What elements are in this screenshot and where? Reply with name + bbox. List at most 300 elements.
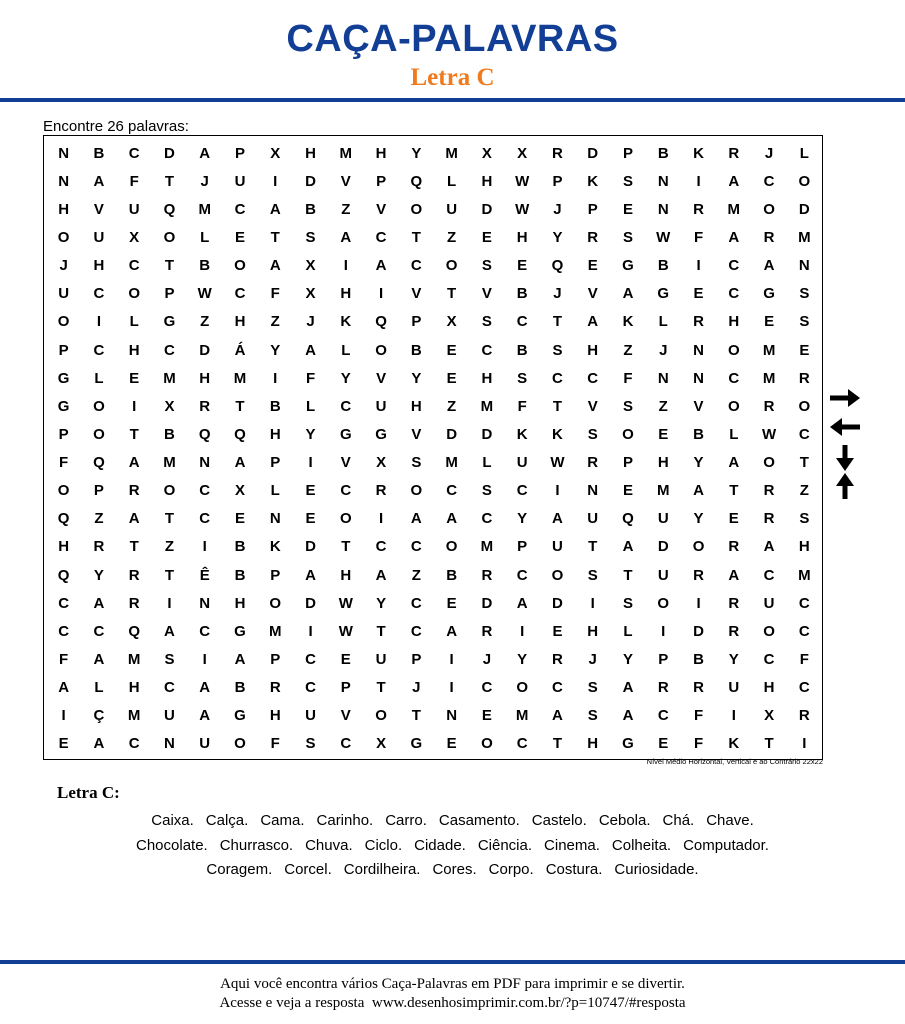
grid-letter[interactable]: Q (622, 510, 634, 528)
grid-letter[interactable]: Z (200, 313, 210, 331)
grid-letter[interactable]: H (763, 679, 775, 697)
grid-letter[interactable]: R (552, 651, 563, 669)
grid-letter[interactable]: B (516, 341, 528, 359)
grid-letter[interactable]: J (306, 313, 315, 331)
grid-letter[interactable]: M (762, 341, 776, 359)
grid-letter[interactable]: P (340, 679, 351, 697)
grid-letter[interactable]: M (480, 397, 494, 415)
grid-letter[interactable]: E (622, 200, 633, 218)
grid-letter[interactable]: O (128, 285, 140, 303)
grid-letter[interactable]: A (164, 622, 175, 640)
grid-letter[interactable]: M (163, 454, 176, 472)
grid-letter[interactable]: Z (447, 397, 457, 415)
grid-letter[interactable]: S (799, 285, 810, 303)
grid-letter[interactable]: S (799, 313, 810, 331)
grid-letter[interactable]: P (234, 144, 245, 162)
grid-letter[interactable]: L (658, 313, 668, 331)
grid-letter[interactable]: O (692, 538, 705, 556)
grid-letter[interactable]: M (233, 369, 247, 387)
grid-letter[interactable]: Q (163, 200, 176, 218)
grid-letter[interactable]: M (515, 707, 529, 725)
grid-letter[interactable]: I (520, 622, 525, 640)
grid-letter[interactable]: H (798, 538, 810, 556)
grid-letter[interactable]: E (658, 735, 669, 753)
grid-letter[interactable]: G (410, 735, 423, 753)
grid-letter[interactable]: E (481, 707, 492, 725)
grid-letter[interactable]: C (199, 622, 211, 640)
grid-letter[interactable]: T (164, 510, 175, 528)
grid-letter[interactable]: R (763, 510, 775, 528)
grid-letter[interactable]: Z (164, 538, 175, 556)
grid-letter[interactable]: E (658, 425, 669, 443)
grid-letter[interactable]: B (234, 679, 246, 697)
grid-letter[interactable]: C (728, 257, 740, 275)
grid-letter[interactable]: O (763, 622, 775, 640)
grid-letter[interactable]: V (481, 285, 492, 303)
grid-letter[interactable]: T (411, 707, 421, 725)
grid-letter[interactable]: F (129, 172, 139, 190)
grid-letter[interactable]: C (763, 566, 775, 584)
grid-letter[interactable]: N (199, 594, 211, 612)
grid-letter[interactable]: C (128, 735, 140, 753)
grid-letter[interactable]: L (799, 144, 809, 162)
grid-letter[interactable]: I (449, 679, 454, 697)
grid-letter[interactable]: E (305, 510, 316, 528)
grid-letter[interactable]: C (128, 257, 140, 275)
grid-letter[interactable]: E (234, 228, 245, 246)
grid-letter[interactable]: J (764, 144, 774, 162)
grid-letter[interactable]: F (799, 651, 809, 669)
grid-letter[interactable]: R (693, 566, 704, 584)
grid-letter[interactable]: O (516, 679, 528, 697)
grid-letter[interactable]: C (587, 369, 599, 387)
grid-letter[interactable]: F (59, 454, 69, 472)
grid-letter[interactable]: A (587, 313, 599, 331)
grid-letter[interactable]: B (410, 341, 422, 359)
grid-letter[interactable]: O (445, 538, 458, 556)
grid-letter[interactable]: K (269, 538, 281, 556)
grid-letter[interactable]: L (94, 369, 104, 387)
grid-letter[interactable]: C (728, 369, 740, 387)
grid-letter[interactable]: W (515, 172, 530, 190)
grid-letter[interactable]: P (270, 566, 281, 584)
grid-letter[interactable]: U (587, 510, 599, 528)
grid-letter[interactable]: N (657, 369, 669, 387)
grid-letter[interactable]: T (129, 538, 139, 556)
grid-letter[interactable]: B (305, 200, 316, 218)
grid-letter[interactable]: U (199, 735, 211, 753)
grid-letter[interactable]: O (163, 228, 176, 246)
grid-letter[interactable]: E (305, 482, 316, 500)
grid-letter[interactable]: I (696, 257, 701, 275)
grid-letter[interactable]: H (93, 257, 105, 275)
grid-letter[interactable]: R (728, 538, 740, 556)
grid-letter[interactable]: G (234, 707, 246, 725)
grid-letter[interactable]: I (167, 594, 172, 612)
grid-letter[interactable]: K (516, 425, 528, 443)
grid-letter[interactable]: R (587, 454, 599, 472)
grid-letter[interactable]: F (623, 369, 633, 387)
grid-letter[interactable]: A (552, 707, 563, 725)
grid-letter[interactable]: I (590, 594, 595, 612)
grid-letter[interactable]: U (58, 285, 70, 303)
grid-letter[interactable]: O (445, 257, 458, 275)
grid-letter[interactable]: Z (94, 510, 104, 528)
grid-letter[interactable]: A (234, 454, 246, 472)
grid-letter[interactable]: C (728, 285, 740, 303)
grid-letter[interactable]: C (305, 651, 316, 669)
grid-letter[interactable]: R (728, 594, 740, 612)
grid-letter[interactable]: M (198, 200, 211, 218)
grid-letter[interactable]: Y (552, 228, 563, 246)
grid-letter[interactable]: T (164, 257, 175, 275)
grid-letter[interactable]: L (341, 341, 351, 359)
grid-letter[interactable]: L (623, 622, 633, 640)
grid-letter[interactable]: H (199, 369, 211, 387)
grid-letter[interactable]: G (234, 622, 246, 640)
grid-letter[interactable]: A (93, 594, 105, 612)
grid-letter[interactable]: U (552, 538, 563, 556)
grid-letter[interactable]: A (128, 454, 140, 472)
grid-letter[interactable]: O (163, 482, 176, 500)
grid-letter[interactable]: S (622, 172, 633, 190)
grid-letter[interactable]: S (587, 707, 598, 725)
grid-letter[interactable]: Z (270, 313, 280, 331)
grid-letter[interactable]: O (375, 341, 387, 359)
grid-letter[interactable]: T (729, 482, 739, 500)
grid-letter[interactable]: M (798, 228, 811, 246)
grid-letter[interactable]: A (410, 510, 422, 528)
grid-letter[interactable]: M (727, 200, 741, 218)
grid-letter[interactable]: Y (728, 651, 739, 669)
grid-letter[interactable]: O (410, 482, 423, 500)
grid-letter[interactable]: I (343, 257, 348, 275)
grid-letter[interactable]: A (728, 566, 740, 584)
grid-letter[interactable]: N (446, 707, 458, 725)
grid-letter[interactable]: U (516, 454, 528, 472)
grid-letter[interactable]: Z (623, 341, 633, 359)
grid-letter[interactable]: M (339, 144, 353, 162)
grid-letter[interactable]: C (516, 313, 528, 331)
grid-letter[interactable]: H (481, 172, 493, 190)
grid-letter[interactable]: I (696, 594, 701, 612)
grid-letter[interactable]: H (58, 200, 70, 218)
grid-letter[interactable]: O (375, 707, 387, 725)
grid-letter[interactable]: P (622, 454, 633, 472)
grid-letter[interactable]: G (622, 257, 634, 275)
grid-letter[interactable]: Y (411, 369, 422, 387)
grid-letter[interactable]: O (622, 425, 634, 443)
grid-letter[interactable]: B (657, 257, 669, 275)
grid-letter[interactable]: H (340, 285, 352, 303)
grid-letter[interactable]: P (587, 200, 598, 218)
grid-letter[interactable]: E (622, 482, 633, 500)
grid-letter[interactable]: C (340, 482, 352, 500)
grid-letter[interactable]: D (199, 341, 211, 359)
grid-letter[interactable]: R (128, 482, 140, 500)
grid-letter[interactable]: H (410, 397, 422, 415)
grid-letter[interactable]: O (410, 200, 423, 218)
grid-letter[interactable]: J (553, 200, 562, 218)
grid-letter[interactable]: S (305, 228, 316, 246)
grid-letter[interactable]: O (339, 510, 352, 528)
grid-letter[interactable]: T (376, 622, 386, 640)
grid-letter[interactable]: A (728, 228, 740, 246)
grid-letter[interactable]: C (234, 200, 246, 218)
grid-letter[interactable]: F (270, 735, 280, 753)
grid-letter[interactable]: U (446, 200, 458, 218)
grid-letter[interactable]: A (763, 538, 775, 556)
grid-letter[interactable]: G (657, 285, 670, 303)
grid-letter[interactable]: I (555, 482, 560, 500)
grid-letter[interactable]: I (308, 454, 313, 472)
grid-letter[interactable]: A (622, 707, 634, 725)
grid-letter[interactable]: I (96, 313, 101, 331)
grid-letter[interactable]: Q (234, 425, 246, 443)
grid-letter[interactable]: O (657, 594, 670, 612)
grid-letter[interactable]: C (199, 510, 211, 528)
grid-letter[interactable]: M (480, 538, 494, 556)
grid-letter[interactable]: H (305, 144, 316, 162)
grid-letter[interactable]: P (411, 313, 422, 331)
grid-letter[interactable]: V (693, 397, 704, 415)
grid-letter[interactable]: C (763, 651, 775, 669)
grid-letter[interactable]: L (129, 313, 139, 331)
grid-letter[interactable]: E (234, 510, 245, 528)
grid-letter[interactable]: Q (93, 454, 105, 472)
grid-letter[interactable]: D (587, 144, 599, 162)
grid-letter[interactable]: S (481, 482, 492, 500)
grid-letter[interactable]: O (798, 397, 811, 415)
grid-letter[interactable]: X (234, 482, 245, 500)
grid-letter[interactable]: U (375, 651, 387, 669)
grid-letter[interactable]: U (763, 594, 775, 612)
grid-letter[interactable]: P (58, 341, 69, 359)
grid-letter[interactable]: C (340, 397, 352, 415)
grid-letter[interactable]: C (410, 594, 422, 612)
grid-letter[interactable]: A (269, 200, 281, 218)
grid-letter[interactable]: U (375, 397, 387, 415)
grid-letter[interactable]: B (657, 144, 669, 162)
grid-letter[interactable]: A (128, 510, 140, 528)
grid-letter[interactable]: F (693, 735, 704, 753)
grid-letter[interactable]: C (516, 482, 528, 500)
grid-letter[interactable]: C (375, 228, 387, 246)
grid-letter[interactable]: A (693, 482, 704, 500)
grid-letter[interactable]: O (798, 172, 811, 190)
grid-letter[interactable]: X (270, 144, 281, 162)
grid-letter[interactable]: S (481, 257, 492, 275)
grid-letter[interactable]: K (587, 172, 599, 190)
grid-letter[interactable]: N (798, 257, 810, 275)
grid-letter[interactable]: W (550, 454, 565, 472)
grid-letter[interactable]: B (693, 651, 704, 669)
grid-letter[interactable]: Y (693, 454, 704, 472)
grid-letter[interactable]: U (164, 707, 175, 725)
grid-letter[interactable]: N (693, 341, 704, 359)
grid-letter[interactable]: C (552, 369, 563, 387)
grid-letter[interactable]: S (622, 594, 633, 612)
grid-letter[interactable]: R (798, 707, 810, 725)
grid-letter[interactable]: Z (658, 397, 668, 415)
grid-letter[interactable]: D (657, 538, 669, 556)
grid-letter[interactable]: I (202, 651, 207, 669)
grid-letter[interactable]: S (481, 313, 492, 331)
grid-letter[interactable]: T (552, 397, 563, 415)
grid-letter[interactable]: B (234, 538, 246, 556)
grid-letter[interactable]: S (622, 397, 633, 415)
grid-letter[interactable]: K (728, 735, 740, 753)
grid-letter[interactable]: I (273, 369, 278, 387)
grid-letter[interactable]: O (93, 397, 105, 415)
grid-letter[interactable]: Q (410, 172, 423, 190)
grid-letter[interactable]: U (128, 200, 140, 218)
grid-letter[interactable]: R (728, 622, 740, 640)
grid-letter[interactable]: O (234, 735, 246, 753)
grid-letter[interactable]: T (341, 538, 351, 556)
grid-letter[interactable]: A (728, 454, 740, 472)
grid-letter[interactable]: H (234, 594, 246, 612)
grid-letter[interactable]: T (164, 172, 175, 190)
grid-letter[interactable]: T (270, 228, 280, 246)
grid-letter[interactable]: X (164, 397, 175, 415)
grid-letter[interactable]: V (411, 285, 422, 303)
grid-letter[interactable]: M (269, 622, 282, 640)
grid-letter[interactable]: V (587, 397, 598, 415)
grid-letter[interactable]: T (588, 538, 598, 556)
grid-letter[interactable]: B (234, 566, 246, 584)
grid-letter[interactable]: T (764, 735, 774, 753)
grid-letter[interactable]: E (446, 341, 457, 359)
grid-letter[interactable]: O (269, 594, 282, 612)
grid-letter[interactable]: P (270, 454, 281, 472)
grid-letter[interactable]: L (305, 397, 316, 415)
grid-letter[interactable]: R (763, 397, 775, 415)
grid-letter[interactable]: B (164, 425, 175, 443)
grid-letter[interactable]: M (127, 707, 141, 725)
grid-letter[interactable]: E (693, 285, 704, 303)
grid-letter[interactable]: S (587, 679, 598, 697)
grid-letter[interactable]: I (379, 510, 384, 528)
grid-letter[interactable]: L (200, 228, 210, 246)
grid-letter[interactable]: O (763, 454, 775, 472)
grid-letter[interactable]: S (622, 228, 633, 246)
grid-letter[interactable]: A (199, 679, 211, 697)
grid-letter[interactable]: N (587, 482, 599, 500)
grid-letter[interactable]: A (446, 622, 458, 640)
grid-letter[interactable]: R (693, 679, 704, 697)
grid-letter[interactable]: O (727, 341, 740, 359)
grid-letter[interactable]: H (587, 622, 599, 640)
grid-letter[interactable]: Ç (93, 707, 105, 725)
grid-letter[interactable]: U (657, 510, 669, 528)
grid-letter[interactable]: W (762, 425, 777, 443)
grid-letter[interactable]: R (693, 313, 704, 331)
grid-letter[interactable]: C (164, 341, 175, 359)
grid-letter[interactable]: E (517, 257, 528, 275)
grid-letter[interactable]: C (481, 510, 493, 528)
grid-letter[interactable]: A (446, 510, 458, 528)
grid-letter[interactable]: T (411, 228, 421, 246)
grid-letter[interactable]: R (481, 622, 493, 640)
grid-letter[interactable]: A (340, 228, 352, 246)
grid-letter[interactable]: P (517, 538, 528, 556)
grid-letter[interactable]: U (93, 228, 105, 246)
grid-letter[interactable]: Q (551, 257, 564, 275)
grid-letter[interactable]: F (59, 651, 69, 669)
grid-letter[interactable]: A (375, 566, 387, 584)
grid-letter[interactable]: O (727, 397, 740, 415)
grid-letter[interactable]: Z (447, 228, 457, 246)
grid-letter[interactable]: X (517, 144, 528, 162)
grid-letter[interactable]: A (516, 594, 528, 612)
grid-letter[interactable]: D (305, 594, 316, 612)
grid-letter[interactable]: T (235, 397, 245, 415)
grid-letter[interactable]: D (693, 622, 704, 640)
grid-letter[interactable]: G (57, 397, 70, 415)
grid-letter[interactable]: D (446, 425, 458, 443)
grid-letter[interactable]: A (375, 257, 387, 275)
grid-letter[interactable]: P (411, 651, 422, 669)
grid-letter[interactable]: D (305, 172, 316, 190)
grid-letter[interactable]: A (622, 679, 634, 697)
grid-letter[interactable]: O (481, 735, 493, 753)
grid-letter[interactable]: Q (57, 510, 70, 528)
grid-letter[interactable]: C (516, 566, 528, 584)
grid-letter[interactable]: X (376, 735, 387, 753)
grid-letter[interactable]: I (379, 285, 384, 303)
grid-letter[interactable]: C (234, 285, 246, 303)
grid-letter[interactable]: T (164, 566, 175, 584)
grid-letter[interactable]: J (412, 679, 421, 697)
grid-letter[interactable]: Y (517, 651, 528, 669)
grid-letter[interactable]: P (376, 172, 387, 190)
grid-letter[interactable]: C (93, 622, 105, 640)
grid-letter[interactable]: U (305, 707, 316, 725)
grid-letter[interactable]: Q (128, 622, 140, 640)
grid-letter[interactable]: W (515, 200, 530, 218)
grid-letter[interactable]: D (552, 594, 563, 612)
grid-letter[interactable]: P (658, 651, 669, 669)
grid-letter[interactable]: K (693, 144, 704, 162)
grid-letter[interactable]: R (552, 144, 563, 162)
grid-letter[interactable]: L (447, 172, 457, 190)
grid-letter[interactable]: C (410, 538, 422, 556)
grid-letter[interactable]: C (798, 622, 810, 640)
grid-letter[interactable]: E (481, 228, 492, 246)
grid-letter[interactable]: S (517, 369, 528, 387)
grid-letter[interactable]: N (58, 144, 70, 162)
grid-letter[interactable]: K (340, 313, 352, 331)
grid-letter[interactable]: D (164, 144, 175, 162)
grid-letter[interactable]: S (799, 510, 810, 528)
grid-letter[interactable]: C (164, 679, 175, 697)
grid-letter[interactable]: T (799, 454, 809, 472)
grid-letter[interactable]: A (199, 144, 211, 162)
grid-letter[interactable]: X (376, 454, 387, 472)
grid-letter[interactable]: R (693, 200, 704, 218)
grid-letter[interactable]: D (481, 425, 493, 443)
grid-letter[interactable]: B (516, 285, 528, 303)
grid-letter[interactable]: U (728, 679, 740, 697)
grid-letter[interactable]: C (375, 538, 387, 556)
grid-letter[interactable]: C (763, 172, 775, 190)
grid-letter[interactable]: Z (799, 482, 809, 500)
grid-letter[interactable]: H (657, 454, 669, 472)
grid-letter[interactable]: C (446, 482, 458, 500)
grid-letter[interactable]: R (763, 482, 775, 500)
grid-letter[interactable]: A (93, 735, 105, 753)
